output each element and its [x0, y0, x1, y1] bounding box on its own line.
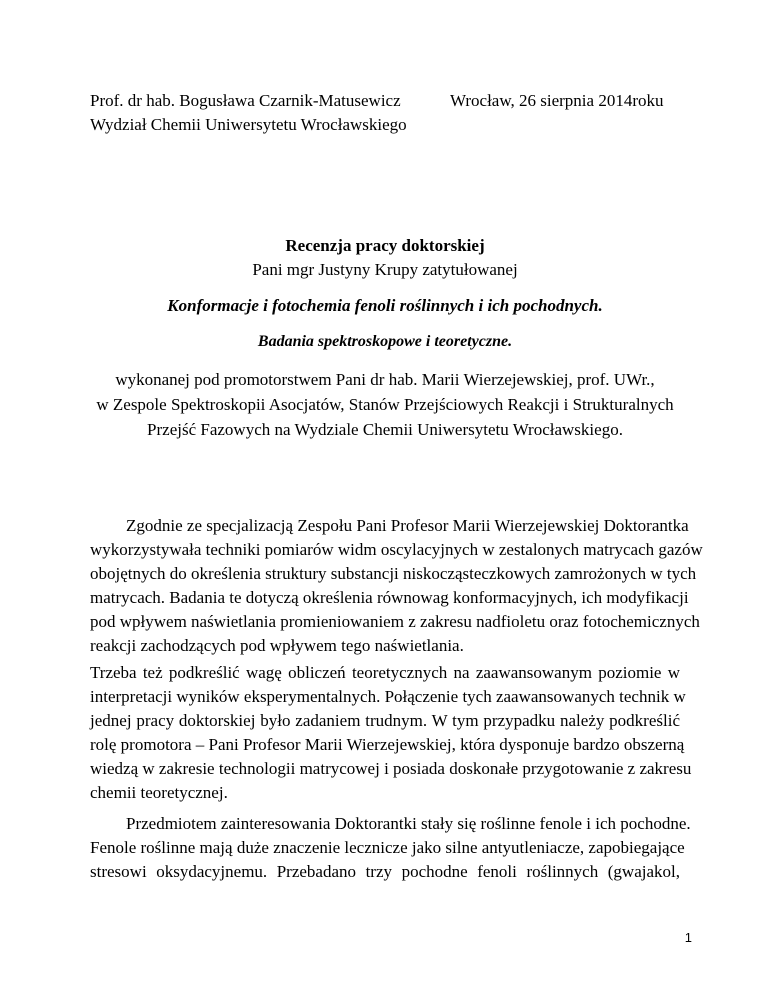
page-number: 1	[684, 930, 692, 945]
paragraph-line: reakcji zachodzących pod wpływem tego naświetlania.	[90, 636, 464, 655]
thesis-title-line-2: Badania spektroskopowe i teoretyczne.	[257, 333, 513, 350]
author-name: Prof. dr hab. Bogusława Czarnik-Matusewicz	[90, 91, 401, 110]
paragraph-line: Fenole roślinne mają duże znaczenie lecznicze jako silne antyutleniacze, zapobiegające	[90, 838, 685, 857]
place-date: Wrocław, 26 sierpnia 2014roku	[450, 91, 664, 110]
supervision-line-1: wykonanej pod promotorstwem Pani dr hab. Marii Wierzejewskiej, prof. UWr.,	[115, 370, 655, 389]
review-subtitle: Pani mgr Justyny Krupy zatytułowanej	[252, 260, 518, 279]
author-block	[90, 89, 420, 137]
paragraph-3	[90, 812, 691, 884]
review-title: Recenzja pracy doktorskiej	[285, 236, 485, 255]
paragraph-line: interpretacji wyników eksperymentalnych. Połączenie tych zaawansowanych technik w	[90, 687, 686, 706]
paragraph-line: Zgodnie ze specjalizacją Zespołu Pani Profesor Marii Wierzejewskiej Doktorantka	[126, 516, 689, 535]
paragraph-1	[90, 514, 703, 658]
paragraph-line: stresowi oksydacyjnemu. Przebadano trzy pochodne fenoli roślinnych (gwajakol,	[90, 862, 680, 881]
supervision-block	[90, 367, 680, 442]
paragraph-line: jednej pracy doktorskiej było zadaniem trudnym. W tym przypadku należy podkreślić	[90, 711, 680, 730]
supervision-line-2: w Zespole Spektroskopii Asocjatów, Stanów Przejściowych Reakcji i Strukturalnych	[96, 395, 674, 414]
paragraph-line: wiedzą w zakresie technologii matrycowej i posiada doskonałe przygotowanie z zakresu	[90, 759, 692, 778]
thesis-title-line-1: Konformacje i fotochemia fenoli roślinnych i ich pochodnych.	[167, 296, 603, 315]
paragraph-line: Przedmiotem zainteresowania Doktorantki stały się roślinne fenole i ich pochodne.	[126, 814, 691, 833]
paragraph-line: obojętnych do określenia struktury substancji niskocząsteczkowych zamrożonych w tych	[90, 564, 697, 583]
paragraph-2	[90, 661, 692, 805]
paragraph-line: matrycach. Badania te dotyczą określenia równowag konformacyjnych, ich modyfikacji	[90, 588, 689, 607]
paragraph-line: pod wpływem naświetlania promieniowaniem z zakresu nadfioletu oraz fotochemicznych	[90, 612, 700, 631]
supervision-line-3: Przejść Fazowych na Wydziale Chemii Uniwersytetu Wrocławskiego.	[147, 420, 623, 439]
paragraph-line: wykorzystywała techniki pomiarów widm oscylacyjnych w zestalonych matrycach gazów	[90, 540, 703, 559]
paragraph-line: rolę promotora – Pani Profesor Marii Wierzejewskiej, która dysponuje bardzo obszerną	[90, 735, 685, 754]
paragraph-line: chemii teoretycznej.	[90, 783, 228, 802]
paragraph-line: Trzeba też podkreślić wagę obliczeń teoretycznych na zaawansowanym poziomie w	[90, 663, 680, 682]
author-affiliation: Wydział Chemii Uniwersytetu Wrocławskiego	[90, 115, 407, 134]
